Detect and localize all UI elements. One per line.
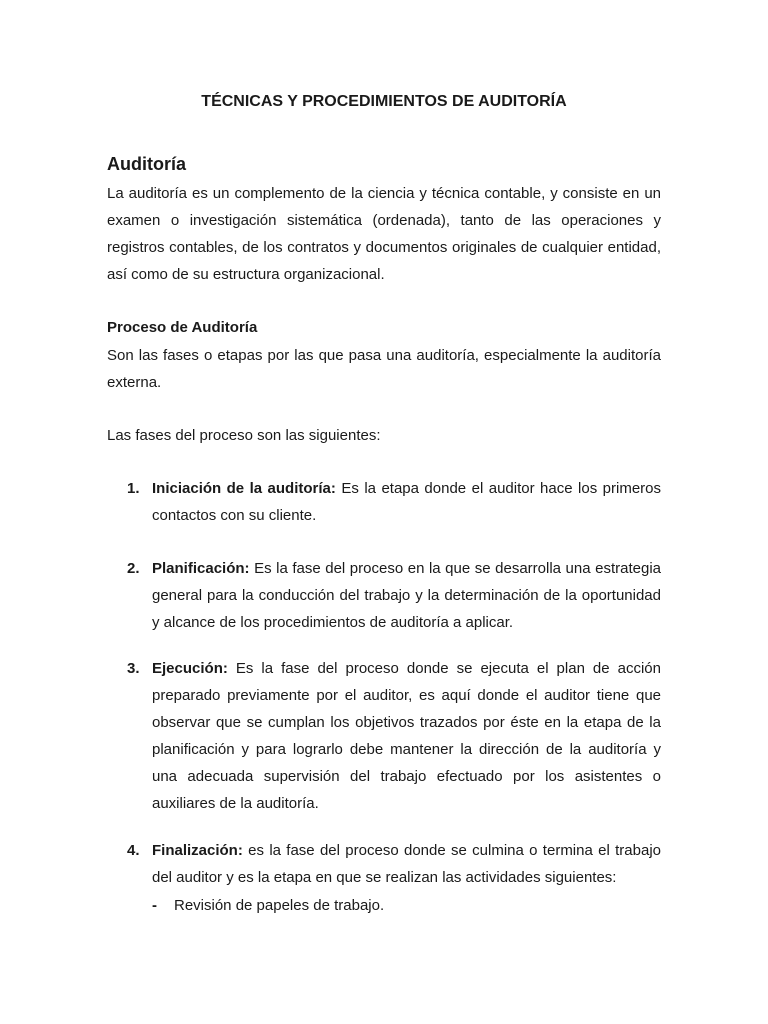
- text-line: observar que se cumplan los objetivos trazados por éste en la etapa de la: [152, 714, 661, 731]
- list-item-body: [152, 655, 661, 817]
- list-item-text: Es la fase del proceso en la que se desarrolla una estrategia: [249, 560, 661, 577]
- text-line: y alcance de los procedimientos de auditoría a aplicar.: [152, 614, 514, 631]
- list-number: 4.: [127, 842, 140, 859]
- text-line: auxiliares de la auditoría.: [152, 795, 319, 812]
- list-number: 2.: [127, 560, 140, 577]
- text-line: Son las fases o etapas por las que pasa una auditoría, especialmente la auditoría: [107, 347, 661, 364]
- text-line: examen o investigación sistemática (ordenada), tanto de las operaciones y: [107, 212, 661, 229]
- text-line: una adecuada supervisión del trabajo efectuado por los asistentes o: [152, 768, 661, 785]
- sub-bullet-item: [152, 892, 384, 919]
- text-line: así como de su estructura organizacional.: [107, 266, 385, 283]
- list-item-text: Es la etapa donde el auditor hace los primeros: [335, 480, 661, 497]
- text-line: [152, 837, 661, 864]
- text-line: externa.: [107, 374, 162, 391]
- list-item-text: es la fase del proceso donde se culmina o termina el trabajo: [242, 842, 661, 859]
- text-line: [152, 555, 661, 582]
- text-line: registros contables, de los contratos y documentos originales de cualquier entidad,: [107, 239, 661, 256]
- text-line: preparado previamente por el auditor, es aquí donde el auditor tiene que: [152, 687, 661, 704]
- list-number: 1.: [127, 480, 140, 497]
- text-line: [152, 655, 661, 682]
- text-line: La auditoría es un complemento de la ciencia y técnica contable, y consiste en un: [107, 185, 661, 202]
- text-line: Las fases del proceso son las siguientes:: [107, 427, 381, 444]
- text-line: general para la conducción del trabajo y la determinación de la oportunidad: [152, 587, 661, 604]
- section-heading-auditoria: Auditoría: [107, 154, 186, 174]
- page-title: TÉCNICAS Y PROCEDIMIENTOS DE AUDITORÍA: [201, 93, 567, 110]
- intro-paragraph: [107, 180, 661, 288]
- sub-bullet-text: Revisión de papeles de trabajo.: [174, 897, 385, 914]
- process-paragraph: [107, 342, 661, 396]
- list-item-text: Es la fase del proceso donde se ejecuta el plan de acción: [227, 660, 661, 677]
- text-line: contactos con su cliente.: [152, 507, 317, 524]
- list-item-term: Planificación:: [152, 560, 250, 577]
- list-item-term: Finalización:: [152, 842, 243, 859]
- dash-bullet: -: [152, 897, 157, 914]
- list-item-term: Ejecución:: [152, 660, 228, 677]
- text-line: [152, 475, 661, 502]
- list-item-body: [152, 475, 661, 529]
- text-line: planificación y para lograrlo debe mantener la dirección de la auditoría y: [152, 741, 661, 758]
- list-item-body: [152, 555, 661, 636]
- subheading-proceso: Proceso de Auditoría: [107, 319, 258, 336]
- phases-intro: [107, 422, 661, 449]
- list-item-term: Iniciación de la auditoría:: [152, 480, 336, 497]
- list-item-body: [152, 837, 661, 891]
- text-line: del auditor y es la etapa en que se realizan las actividades siguientes:: [152, 869, 617, 886]
- list-number: 3.: [127, 660, 140, 677]
